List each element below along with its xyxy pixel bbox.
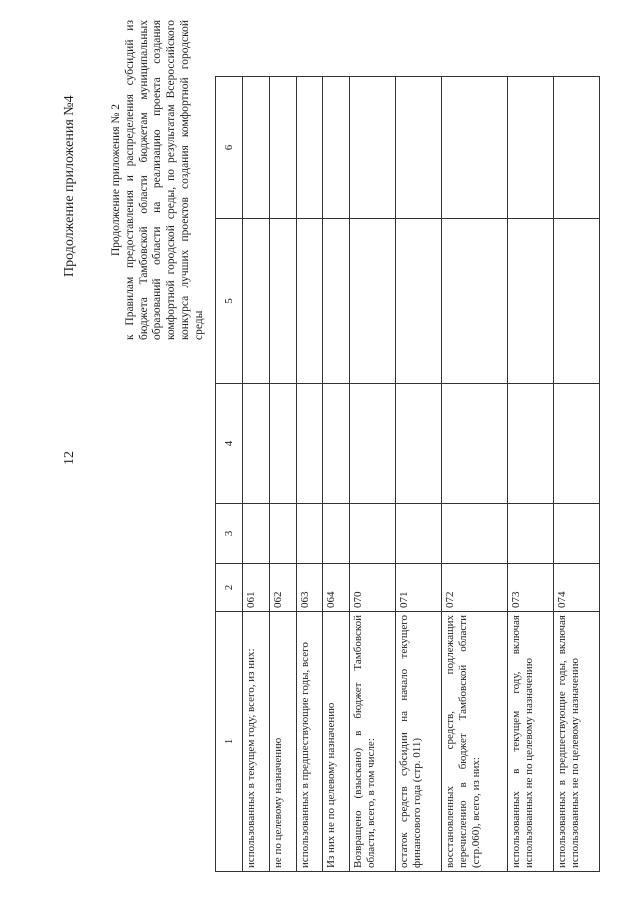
row-name: восстановленных средств, подлежащих перечислению в бюджет Тамбовской области (стр.060), всего, из них: <box>442 612 507 872</box>
row-code: 073 <box>507 564 553 612</box>
empty-cell <box>396 504 442 564</box>
page-number: 12 <box>62 451 77 465</box>
empty-cell <box>442 77 507 219</box>
table-row <box>553 77 599 872</box>
empty-cell <box>396 384 442 504</box>
empty-cell <box>323 504 350 564</box>
table-row <box>350 77 396 872</box>
empty-cell <box>507 384 553 504</box>
empty-cell <box>396 219 442 384</box>
empty-cell <box>323 77 350 219</box>
row-name: остаток средств субсидии на начало текущего финансового года (стр. 011) <box>396 612 442 872</box>
header-cell: 1 <box>216 612 243 872</box>
appendix-subheader-body: к Правилам предоставления и распределения субсидий из бюджета Тамбовской области бюджетам муниципальных образований области на реализацию проекта создания комфортной городской среды, по результатам Всероссийского конкурса лучших проектов создания комфортной городской среды <box>123 20 205 340</box>
empty-cell <box>296 77 323 219</box>
row-code: 064 <box>323 564 350 612</box>
table-row <box>396 77 442 872</box>
row-code: 072 <box>442 564 507 612</box>
row-code: 063 <box>296 564 323 612</box>
continuation-title: Продолжение приложения №4 <box>62 95 77 277</box>
empty-cell <box>243 504 270 564</box>
empty-cell <box>269 384 296 504</box>
empty-cell <box>507 504 553 564</box>
empty-cell <box>350 384 396 504</box>
empty-cell <box>350 77 396 219</box>
table-row <box>323 77 350 872</box>
empty-cell <box>442 219 507 384</box>
empty-cell <box>323 384 350 504</box>
empty-cell <box>350 504 396 564</box>
empty-cell <box>269 504 296 564</box>
row-code: 070 <box>350 564 396 612</box>
empty-cell <box>507 219 553 384</box>
empty-cell <box>442 384 507 504</box>
row-name: использованных в предшествующие годы, включая использованных не по целевому назначению <box>553 612 599 872</box>
empty-cell <box>350 219 396 384</box>
empty-cell <box>296 219 323 384</box>
row-name: использованных в текущем году, всего, из них: <box>243 612 270 872</box>
empty-cell <box>553 504 599 564</box>
header-cell: 3 <box>216 504 243 564</box>
empty-cell <box>296 384 323 504</box>
empty-cell <box>323 219 350 384</box>
empty-cell <box>507 77 553 219</box>
empty-cell <box>553 77 599 219</box>
table-row <box>507 77 553 872</box>
empty-cell <box>269 219 296 384</box>
table-row <box>442 77 507 872</box>
row-code: 062 <box>269 564 296 612</box>
table-row <box>243 77 270 872</box>
empty-cell <box>296 504 323 564</box>
row-name: не по целевому назначению <box>269 612 296 872</box>
appendix-subheader-title: Продолжение приложения № 2 <box>110 103 122 257</box>
empty-cell <box>396 77 442 219</box>
header-cell: 2 <box>216 564 243 612</box>
report-table <box>215 76 600 872</box>
header-cell: 5 <box>216 219 243 384</box>
table-row <box>296 77 323 872</box>
row-name: использованных в предшествующие годы, всего <box>296 612 323 872</box>
empty-cell <box>269 77 296 219</box>
empty-cell <box>243 77 270 219</box>
header-cell: 4 <box>216 384 243 504</box>
empty-cell <box>553 384 599 504</box>
row-code: 071 <box>396 564 442 612</box>
row-name: Из них не по целевому назначению <box>323 612 350 872</box>
appendix-subheader <box>110 20 207 340</box>
row-name: Возвращено (взыскано) в бюджет Тамбовской области, всего, в том числе: <box>350 612 396 872</box>
empty-cell <box>442 504 507 564</box>
empty-cell <box>243 384 270 504</box>
header-cell: 6 <box>216 77 243 219</box>
row-code: 061 <box>243 564 270 612</box>
row-name: использованных в текущем году, включая использованных не по целевому назначению <box>507 612 553 872</box>
row-code: 074 <box>553 564 599 612</box>
table-row <box>269 77 296 872</box>
header-row <box>216 77 243 872</box>
empty-cell <box>553 219 599 384</box>
empty-cell <box>243 219 270 384</box>
